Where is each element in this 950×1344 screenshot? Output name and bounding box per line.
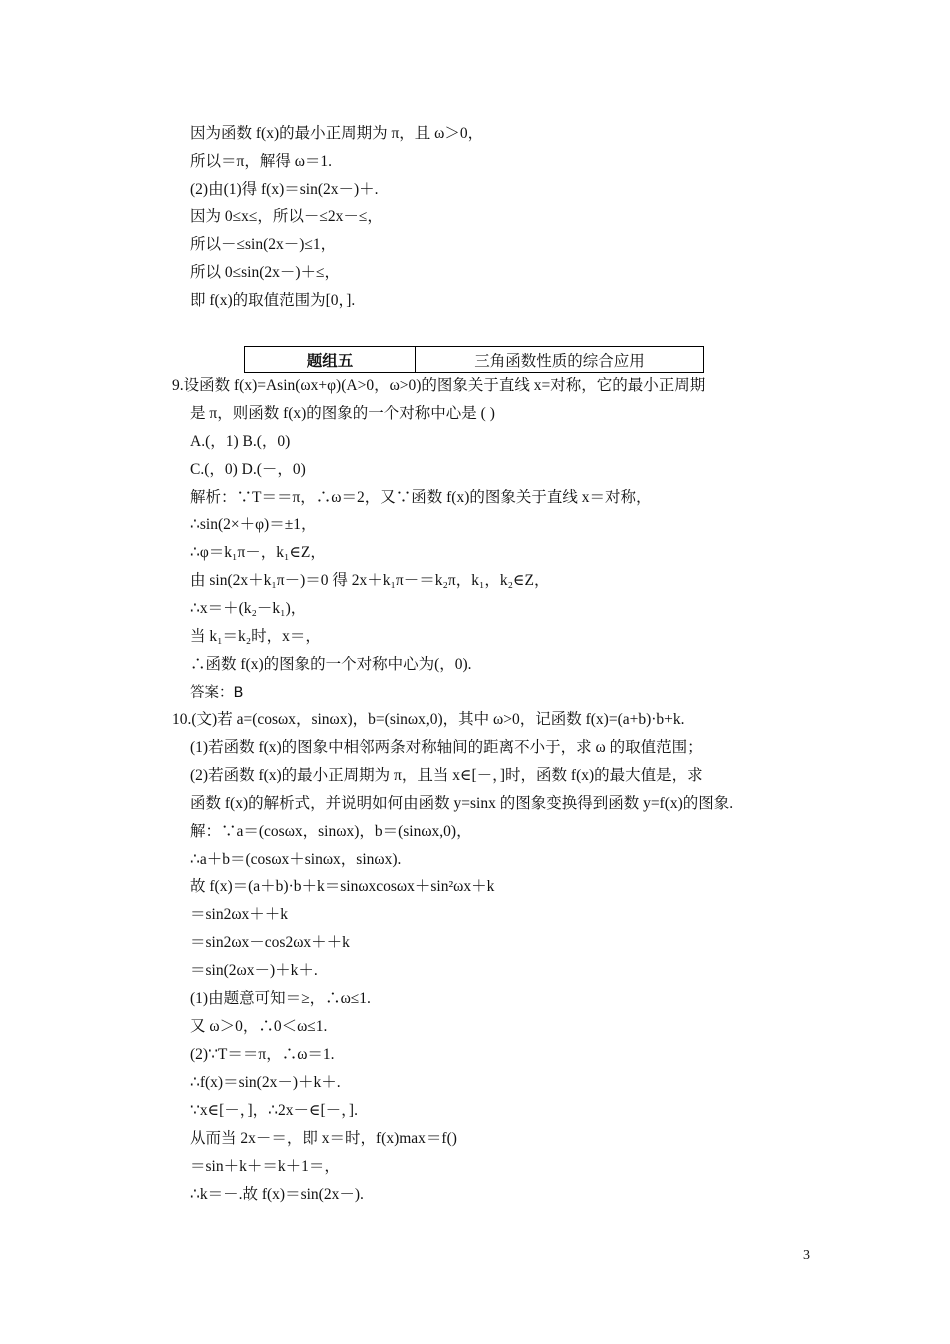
solution-line: ＝sin2ωx－cos2ωx＋＋k bbox=[190, 934, 350, 951]
solution-line: ∴k＝－.故 f(x)＝sin(2x－). bbox=[190, 1186, 364, 1203]
question-10-stem: 10.(文)若 a=(cosωx，sinωx)，b=(sinωx,0)，其中 ω>0，记函数 f(x)=(a+b)·b+k. bbox=[172, 711, 685, 728]
answer-line: 答案：B bbox=[190, 685, 244, 701]
question-10-part: (1)若函数 f(x)的图象中相邻两条对称轴间的距离不小于，求 ω 的取值范围； bbox=[190, 739, 703, 756]
text-line: 因为函数 f(x)的最小正周期为 π，且 ω＞0， bbox=[190, 125, 484, 142]
text-line: 即 f(x)的取值范围为[0，]. bbox=[190, 292, 356, 309]
solution-line: 从而当 2x－＝，即 x＝时，f(x)max＝f() bbox=[190, 1130, 457, 1147]
solution-line: 又 ω＞0，∴0＜ω≤1. bbox=[190, 1018, 328, 1035]
solution-line: ＝sin2ωx＋＋k bbox=[190, 906, 289, 923]
text-line: 所以＝π，解得 ω＝1. bbox=[190, 153, 333, 170]
question-10-part: 函数 f(x)的解析式，并说明如何由函数 y=sinx 的图象变换得到函数 y=f(x)的图象. bbox=[190, 795, 734, 812]
solution-line: 由 sin(2x＋k₁π－)＝0 得 2x＋k₁π－＝k₂π，k₁，k₂∈Z， bbox=[190, 572, 550, 589]
option-line: A.(，1) B.(，0) bbox=[190, 433, 291, 450]
page-number: 3 bbox=[803, 1248, 810, 1263]
solution-line: 当 k₁＝k₂时，x＝， bbox=[190, 628, 321, 645]
solution-line: ∵x∈[－，]，∴2x－∈[－，]. bbox=[190, 1102, 358, 1119]
question-9-stem: 是 π，则函数 f(x)的图象的一个对称中心是 ( ) bbox=[190, 405, 495, 422]
option-line: C.(，0) D.(－，0) bbox=[190, 461, 306, 478]
section-group-label: 题组五 bbox=[245, 347, 416, 372]
solution-line: ∴x＝＋(k₂－k₁)， bbox=[190, 600, 307, 617]
solution-line: ∴函数 f(x)的图象的一个对称中心为(，0). bbox=[190, 656, 472, 673]
solution-line: ∴f(x)＝sin(2x－)＋k＋. bbox=[190, 1074, 341, 1091]
solution-line: 解析：∵T＝＝π，∴ω＝2，又∵函数 f(x)的图象关于直线 x＝对称， bbox=[190, 489, 652, 506]
solution-line: (2)∵T＝＝π，∴ω＝1. bbox=[190, 1046, 335, 1063]
text-line: (2)由(1)得 f(x)＝sin(2x－)＋. bbox=[190, 181, 379, 198]
solution-line: 故 f(x)＝(a＋b)·b＋k＝sinωxcosωx＋sin²ωx＋k bbox=[190, 878, 495, 895]
solution-line: ∴φ＝k₁π－，k₁∈Z， bbox=[190, 544, 326, 561]
text-line: 因为 0≤x≤，所以－≤2x－≤， bbox=[190, 208, 383, 225]
text-line: 所以 0≤sin(2x－)＋≤， bbox=[190, 264, 341, 281]
section-table bbox=[244, 346, 704, 373]
solution-line: 解：∵a＝(cosωx，sinωx)，b＝(sinωx,0)， bbox=[190, 823, 472, 840]
section-topic-label: 三角函数性质的综合应用 bbox=[474, 351, 645, 370]
solution-line: ＝sin(2ωx－)＋k＋. bbox=[190, 962, 318, 979]
text-line: 所以－≤sin(2x－)≤1， bbox=[190, 236, 337, 253]
solution-line: ∴sin(2×＋φ)＝±1， bbox=[190, 516, 317, 533]
solution-line: ＝sin＋k＋＝k＋1＝， bbox=[190, 1158, 340, 1175]
solution-line: ∴a＋b＝(cosωx＋sinωx，sinωx). bbox=[190, 851, 402, 868]
question-10-part: (2)若函数 f(x)的最小正周期为 π，且当 x∈[－，]时，函数 f(x)的最大值是，求 bbox=[190, 767, 703, 784]
question-9-stem: 9.设函数 f(x)=Asin(ωx+φ)(A>0，ω>0)的图象关于直线 x=对称，它的最小正周期 bbox=[172, 377, 706, 394]
solution-line: (1)由题意可知＝≥，∴ω≤1. bbox=[190, 990, 371, 1007]
